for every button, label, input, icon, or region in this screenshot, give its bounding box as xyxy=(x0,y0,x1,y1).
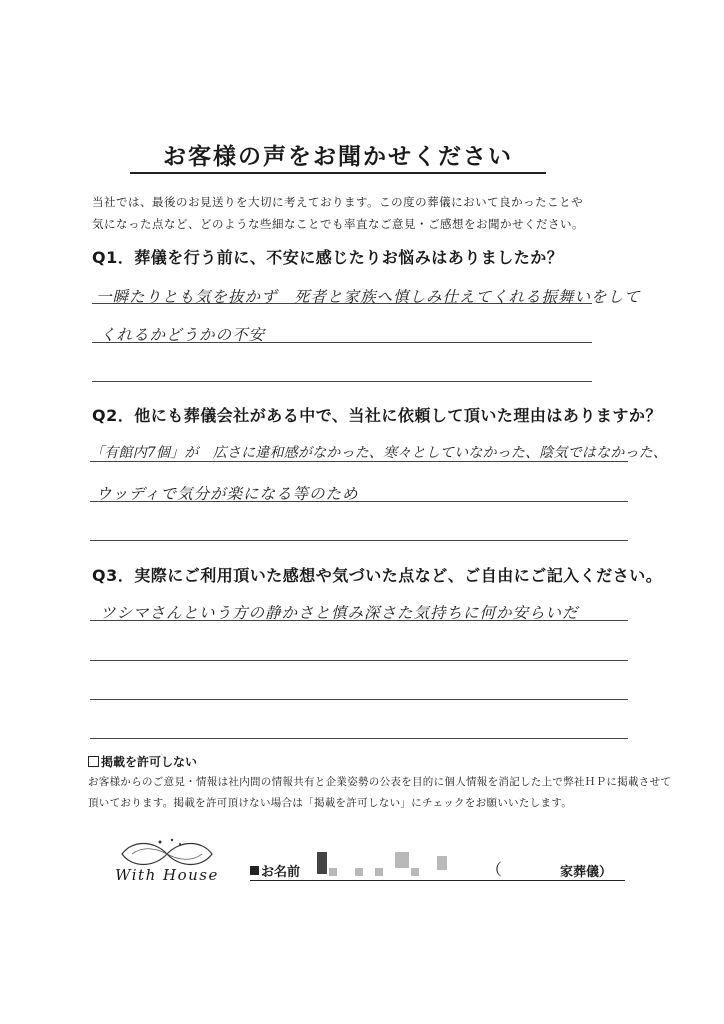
title-underline xyxy=(130,172,546,174)
redacted-name-block xyxy=(375,868,383,876)
q1-answer-rule-2 xyxy=(92,342,592,343)
consent-notice-line-2: 頂いております。掲載を許可頂けない場合は「掲載を許可しない」にチェックをお願いいたします。 xyxy=(88,797,573,809)
consent-notice-line-1: お客様からのご意見・情報は社内間の情報共有と企業姿勢の公表を目的に個人情報を消記した上で弊社ＨＰに掲載させて xyxy=(88,776,672,788)
name-label: お名前 xyxy=(261,865,301,880)
q1-answer-rule-3 xyxy=(92,381,592,382)
redacted-name-block xyxy=(411,868,419,876)
q1-answer-rule-1 xyxy=(92,303,592,304)
family-name-paren-open: （ xyxy=(486,860,503,879)
redacted-name-block xyxy=(395,852,409,868)
question-1-label: Q1． xyxy=(92,248,135,267)
q1-answer-line-1: 一瞬たりとも気を抜かず 死者と家族へ慎しみ仕えてくれる振舞いをして xyxy=(96,288,641,306)
q3-answer-line-1: ツシマさんという方の静かさと慎み深さた気持ちに何か安らいだ xyxy=(100,604,579,622)
redacted-name-block xyxy=(317,852,327,874)
redacted-name-block xyxy=(329,868,337,876)
q3-answer-rule-4 xyxy=(90,738,628,739)
question-2 xyxy=(92,403,662,426)
family-funeral-suffix: 家葬儀） xyxy=(560,865,613,880)
consent-checkbox-row[interactable] xyxy=(88,753,197,770)
q3-answer-rule-1 xyxy=(90,620,628,621)
question-2-text: 他にも葬儀会社がある中で、当社に依頼して頂いた理由はありますか？ xyxy=(134,406,662,425)
form-title: お客様の声をお聞かせください xyxy=(163,144,513,170)
intro-line-2: 気になった点など、どのような些細なことでも率直なご意見・ご感想をお聞かせください。 xyxy=(92,217,584,231)
question-1-text: 葬儀を行う前に、不安に感じたりお悩みはありましたか？ xyxy=(134,248,564,267)
question-3-label: Q3． xyxy=(92,566,135,585)
question-3-text: 実際にご利用頂いた感想や気づいた点など、ご自由にご記入ください。 xyxy=(134,566,663,585)
q1-answer-line-2: くれるかどうかの不安 xyxy=(100,326,266,344)
consent-checkbox-label: 掲載を許可しない xyxy=(101,755,198,769)
with-house-logo xyxy=(92,832,242,894)
q2-answer-rule-1 xyxy=(90,461,628,462)
logo-text: With House xyxy=(115,866,219,884)
name-underline xyxy=(250,880,625,881)
name-label-group xyxy=(250,861,300,880)
question-2-label: Q2． xyxy=(92,406,135,425)
question-1 xyxy=(92,245,563,268)
consent-checkbox[interactable] xyxy=(88,756,99,767)
intro-line-1: 当社では、最後のお見送りを大切に考えております。この度の葬儀において良かったことや xyxy=(92,195,584,209)
q2-answer-line-2: ウッディで気分が楽になる等のため xyxy=(96,485,359,503)
q2-answer-rule-3 xyxy=(90,540,628,541)
redacted-name-block xyxy=(355,868,363,876)
q3-answer-rule-2 xyxy=(90,660,628,661)
question-3 xyxy=(92,563,662,586)
name-bullet xyxy=(250,866,259,875)
q3-answer-rule-3 xyxy=(90,699,628,700)
q2-answer-rule-2 xyxy=(90,501,628,502)
redacted-name-block xyxy=(437,856,447,870)
q2-answer-line-1: 「有館内7個」が 広さに違和感がなかった、寒々としていなかった、陰気ではなかった、 xyxy=(90,445,668,461)
name-field[interactable] xyxy=(315,850,485,880)
